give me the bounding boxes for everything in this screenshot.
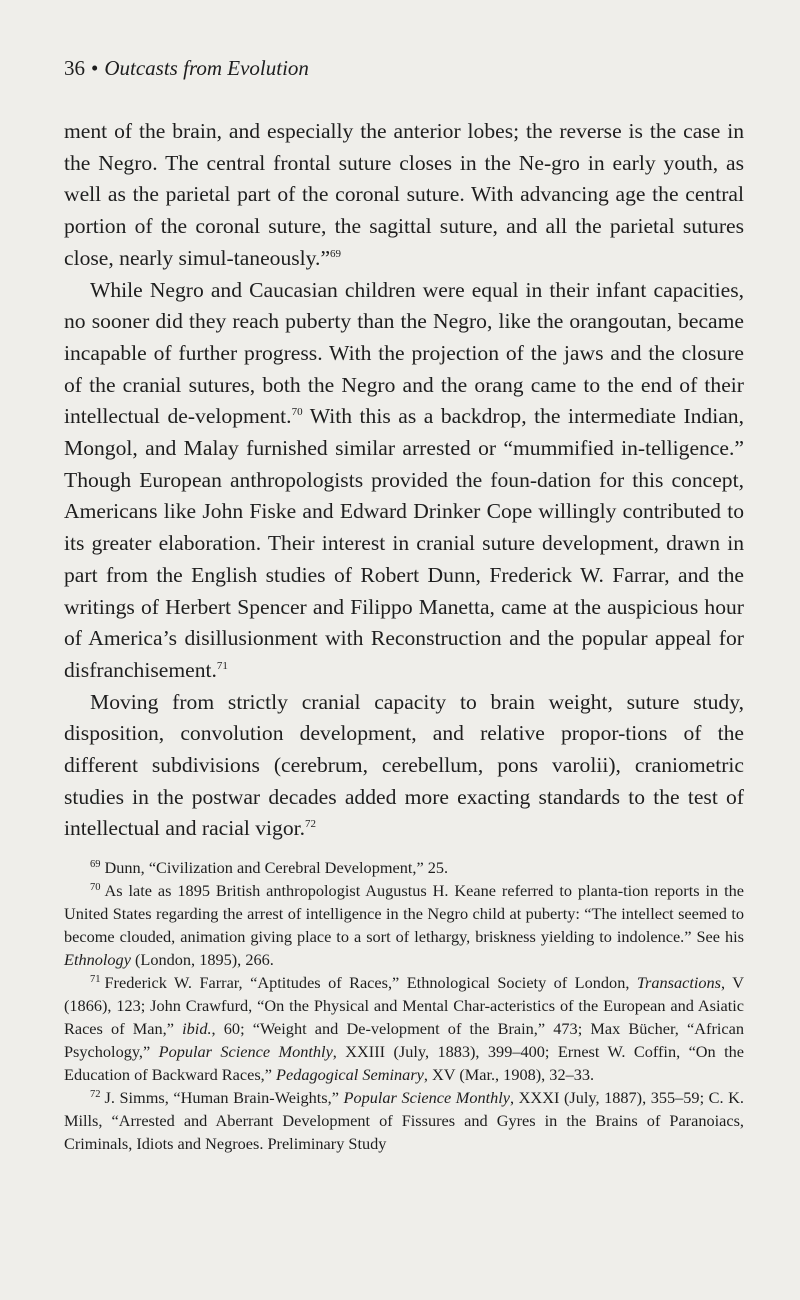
paragraph-3-text: Moving from strictly cranial capacity to brain weight, suture study, disposition, convolution development, and relative propor-tions of the different subdivisions (cerebrum, cerebellum, pons varolii), craniometric studies in the postwar decades added more exacting standards to the test of intellectual and racial vigor.: [64, 689, 744, 841]
footnote-ref-69[interactable]: 69: [330, 247, 342, 260]
paragraph-1-text: ment of the brain, and especially the anterior lobes; the reverse is the case in the Negro. The central frontal suture closes in the Ne-gro in early youth, as well as the parietal part of the coronal suture. With advancing age the central portion of the coronal suture, the sagittal suture, and all the parietal sutures close, nearly simul-taneously.”: [64, 119, 744, 270]
footnote-text: , V (1866), 123; John Crawfurd, “On the Physical and Mental Char-acteristics of the European and Asiatic Races of Man,”: [64, 973, 744, 1039]
footnote-72: [64, 1086, 744, 1155]
page-number: 36: [64, 56, 85, 80]
footnote-number: 71: [90, 973, 101, 985]
footnote-71: [64, 971, 744, 1086]
footnote-69: [64, 856, 744, 879]
footnote-title: Ethnology: [64, 950, 131, 970]
footnote-text: , XV (Mar., 1908), 32–33.: [423, 1065, 595, 1085]
footnote-title: Pedagogical Seminary: [276, 1065, 424, 1085]
footnote-title: Transactions: [636, 973, 721, 993]
paragraph-3: [64, 687, 744, 846]
footnote-text: Frederick W. Farrar, “Aptitudes of Races,” Ethnological Society of London,: [104, 973, 637, 993]
footnote-70: [64, 879, 744, 971]
footnote-ref-72[interactable]: 72: [305, 818, 317, 831]
paragraph-2-text-b: With this as a backdrop, the intermediate Indian, Mongol, and Malay furnished similar arrested or “mummified in-telligence.” Though European anthropologists provided the foun-dation for this concept, Americans like John Fiske and Edward Drinker Cope willingly contributed to its greater elaboration. Their interest in cranial suture development, drawn in part from the English studies of Robert Dunn, Frederick W. Farrar, and the writings of Herbert Spencer and Filippo Manetta, came at the auspicious hour of America’s disillusionment with Reconstruction and the popular appeal for disfranchisement.: [64, 404, 745, 682]
footnote-text: J. Simms, “Human Brain-Weights,”: [104, 1088, 344, 1108]
paragraph-2: [64, 275, 744, 687]
paragraph-2-text-a: While Negro and Caucasian children were equal in their infant capacities, no sooner did they reach puberty than the Negro, like the orangoutan, became incapable of further progress. With the projection of the jaws and the closure of the cranial sutures, both the Negro and the orang came to the end of their intellectual de-velopment.: [64, 277, 744, 429]
footnote-ref-70[interactable]: 70: [291, 406, 303, 419]
paragraph-1: [64, 116, 744, 275]
footnote-text: Dunn, “Civilization and Cerebral Development,” 25.: [104, 858, 449, 878]
footnote-number: 69: [90, 858, 101, 870]
footnotes: [64, 856, 744, 1155]
header-separator: •: [91, 56, 99, 80]
footnote-title: ibid.: [182, 1019, 212, 1039]
footnote-text: As late as 1895 British anthropologist Augustus H. Keane referred to planta-tion reports in the United States regarding the arrest of intelligence in the Negro child at puberty: “The intellect seemed to become clouded, animation giving place to a sort of lethargy, briskness yielding to indolence.” See his: [64, 881, 744, 947]
book-page: [64, 54, 744, 1155]
footnote-title: Popular Science Monthly: [158, 1042, 333, 1062]
book-title: Outcasts from Evolution: [104, 56, 309, 80]
footnote-number: 70: [90, 881, 101, 893]
footnote-text: , 60; “Weight and De-velopment of the Brain,” 473; Max Bücher, “African Psychology,”: [64, 1019, 744, 1062]
footnote-number: 72: [90, 1088, 101, 1100]
running-head: [64, 54, 744, 82]
footnote-title: Popular Science Monthly: [343, 1088, 511, 1108]
footnote-ref-71[interactable]: 71: [216, 659, 228, 672]
body-text: [64, 116, 744, 845]
footnote-text: , XXXI (July, 1887), 355–59; C. K. Mills, “Arrested and Aberrant Development of Fissures and Gyres in the Brains of Paranoiacs, Criminals, Idiots and Negroes. Preliminary Study: [64, 1088, 745, 1154]
footnote-text: , XXIII (July, 1883), 399–400; Ernest W. Coffin, “On the Education of Backward Races,”: [64, 1042, 744, 1085]
footnote-text: (London, 1895), 266.: [130, 950, 274, 970]
